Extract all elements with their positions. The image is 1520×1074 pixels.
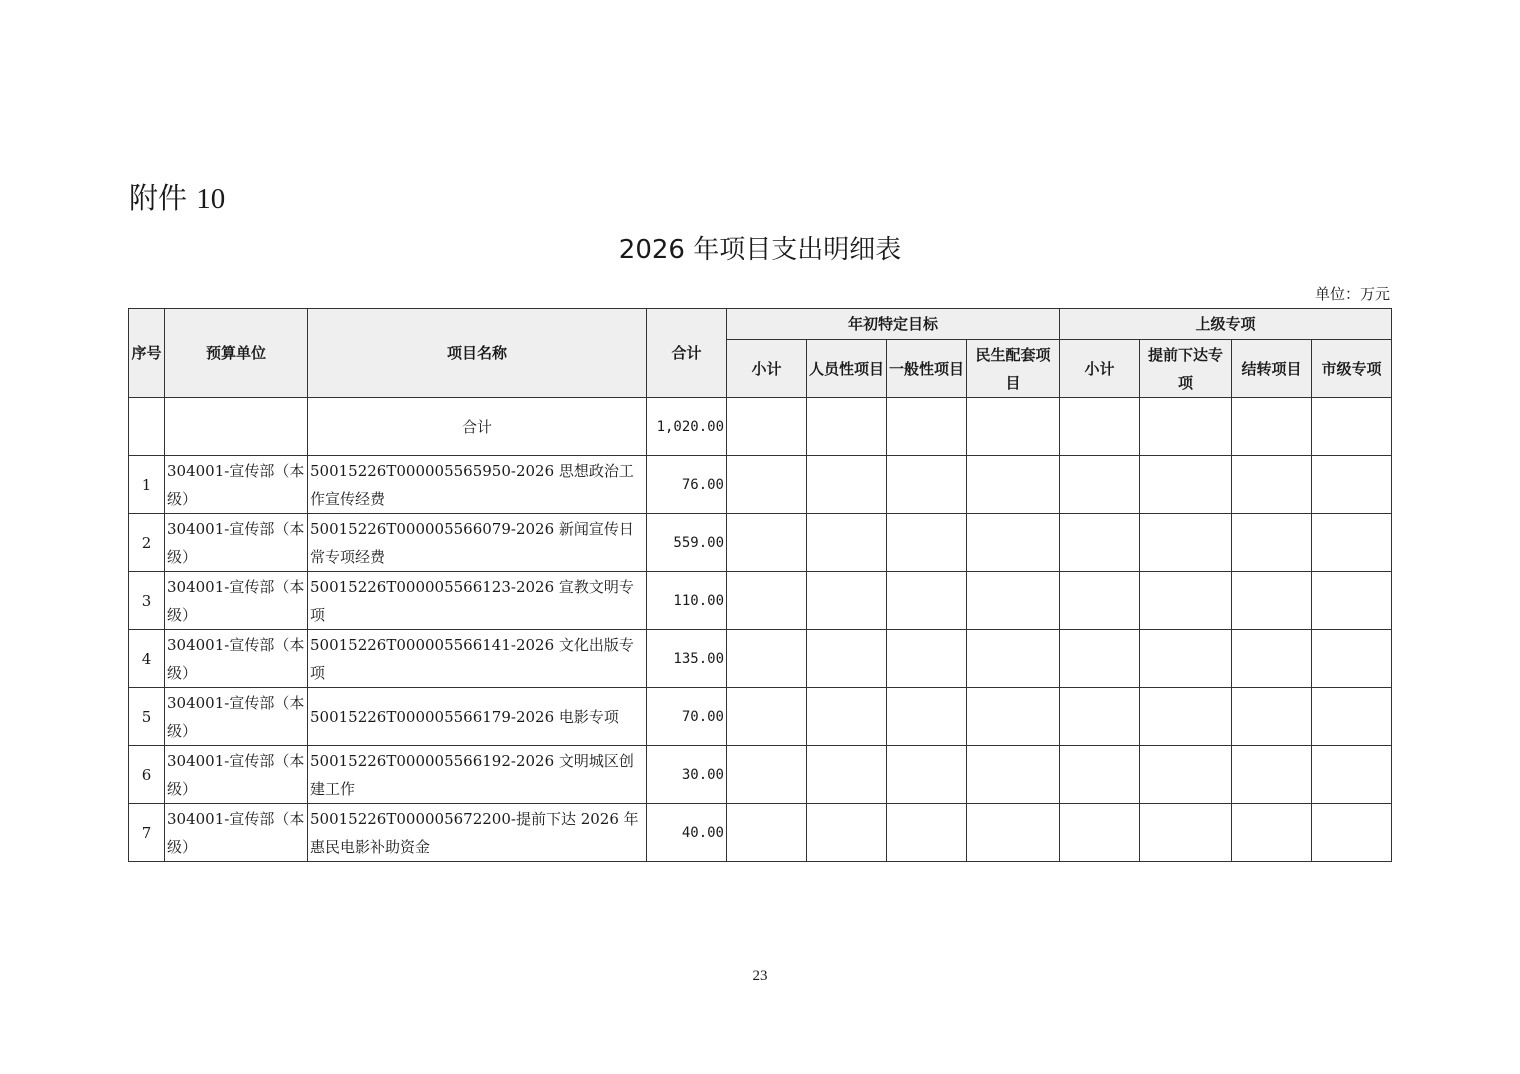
project-expenditure-table [128,308,1392,862]
row-project-name: 50015226T000005566079-2026 新闻宣传日常专项经费 [308,514,647,572]
table-row [129,630,1392,688]
header-superior-subtotal: 小计 [1060,340,1140,398]
table-cell [727,456,807,514]
table-cell [1312,688,1392,746]
header-total: 合计 [647,309,727,398]
table-row [129,688,1392,746]
table-cell [727,398,807,456]
table-cell [807,688,887,746]
row-amount: 70.00 [647,688,727,746]
table-cell [1060,456,1140,514]
table-cell [807,804,887,862]
table-row [129,514,1392,572]
table-cell [1232,398,1312,456]
table-cell [967,398,1060,456]
table-cell [1232,746,1312,804]
row-project-name: 50015226T000005672200-提前下达 2026 年惠民电影补助资金 [308,804,647,862]
row-amount: 559.00 [647,514,727,572]
table-cell [1312,514,1392,572]
row-amount: 30.00 [647,746,727,804]
page-number: 23 [752,968,768,984]
table-cell [727,688,807,746]
table-cell [1312,572,1392,630]
header-advance: 提前下达专项 [1140,340,1232,398]
unit-label: 单位：万元 [1314,285,1390,303]
row-budget-unit: 304001-宣传部（本级） [165,630,308,688]
table-cell [1232,514,1312,572]
table-cell [1312,456,1392,514]
attachment-label [129,178,225,219]
table-cell [1312,746,1392,804]
row-budget-unit: 304001-宣传部（本级） [165,688,308,746]
table-cell [967,572,1060,630]
row-seq: 4 [129,630,165,688]
table-cell [887,746,967,804]
table-cell [727,630,807,688]
table-cell [727,746,807,804]
table-cell [727,804,807,862]
table-cell [887,398,967,456]
table-cell [165,398,308,456]
table-cell [1140,456,1232,514]
table-row [129,746,1392,804]
table-cell [1140,398,1232,456]
table-cell [1232,572,1312,630]
row-project-name: 50015226T000005566123-2026 宣教文明专项 [308,572,647,630]
row-seq: 6 [129,746,165,804]
header-row-1 [129,309,1392,340]
row-seq: 2 [129,514,165,572]
table-cell [967,688,1060,746]
table-cell [807,746,887,804]
total-label: 合计 [308,398,647,456]
table-cell [807,456,887,514]
header-municipal: 市级专项 [1312,340,1392,398]
header-general: 一般性项目 [887,340,967,398]
table-cell [1312,804,1392,862]
header-livelihood: 民生配套项目 [967,340,1060,398]
attachment-prefix: 附件 [129,181,188,215]
table-cell [807,398,887,456]
header-carryover: 结转项目 [1232,340,1312,398]
table-cell [1312,630,1392,688]
table-cell [1232,804,1312,862]
header-seq: 序号 [129,309,165,398]
table-cell [1060,688,1140,746]
table-cell [1060,572,1140,630]
table-cell [1140,804,1232,862]
table-cell [727,572,807,630]
table-cell [129,398,165,456]
table-cell [727,514,807,572]
table-row [129,804,1392,862]
header-project-name: 项目名称 [308,309,647,398]
row-project-name: 50015226T000005566192-2026 文明城区创建工作 [308,746,647,804]
total-amount: 1,020.00 [647,398,727,456]
table-cell [1060,804,1140,862]
row-seq: 7 [129,804,165,862]
row-seq: 3 [129,572,165,630]
table-cell [1060,746,1140,804]
table-cell [807,572,887,630]
table-cell [887,456,967,514]
table-cell [1140,746,1232,804]
table-cell [887,688,967,746]
table-cell [1140,688,1232,746]
table-cell [967,804,1060,862]
table-cell [887,572,967,630]
table-cell [1060,398,1140,456]
attachment-number: 10 [196,183,226,215]
table-cell [807,630,887,688]
row-seq: 5 [129,688,165,746]
row-project-name: 50015226T000005566179-2026 电影专项 [308,688,647,746]
row-project-name: 50015226T000005566141-2026 文化出版专项 [308,630,647,688]
row-project-name: 50015226T000005565950-2026 思想政治工作宣传经费 [308,456,647,514]
table-cell [1312,398,1392,456]
header-personnel: 人员性项目 [807,340,887,398]
row-amount: 76.00 [647,456,727,514]
table-cell [967,514,1060,572]
table-cell [1232,688,1312,746]
table-cell [1140,572,1232,630]
table-cell [1232,630,1312,688]
header-initial-subtotal: 小计 [727,340,807,398]
row-amount: 110.00 [647,572,727,630]
table-cell [967,456,1060,514]
table-cell [1232,456,1312,514]
table-cell [1060,514,1140,572]
row-seq: 1 [129,456,165,514]
table-cell [1140,514,1232,572]
row-budget-unit: 304001-宣传部（本级） [165,804,308,862]
total-row [129,398,1392,456]
row-amount: 135.00 [647,630,727,688]
row-budget-unit: 304001-宣传部（本级） [165,514,308,572]
page-title: 2026 年项目支出明细表 [618,235,902,265]
table-cell [967,746,1060,804]
table-cell [1060,630,1140,688]
header-budget-unit: 预算单位 [165,309,308,398]
table-cell [887,804,967,862]
header-group-initial: 年初特定目标 [727,309,1060,340]
table-cell [1140,630,1232,688]
table-cell [887,630,967,688]
row-budget-unit: 304001-宣传部（本级） [165,572,308,630]
row-budget-unit: 304001-宣传部（本级） [165,746,308,804]
row-amount: 40.00 [647,804,727,862]
table-row [129,456,1392,514]
table-cell [967,630,1060,688]
header-group-superior: 上级专项 [1060,309,1392,340]
row-budget-unit: 304001-宣传部（本级） [165,456,308,514]
table-row [129,572,1392,630]
table-cell [807,514,887,572]
table-cell [887,514,967,572]
